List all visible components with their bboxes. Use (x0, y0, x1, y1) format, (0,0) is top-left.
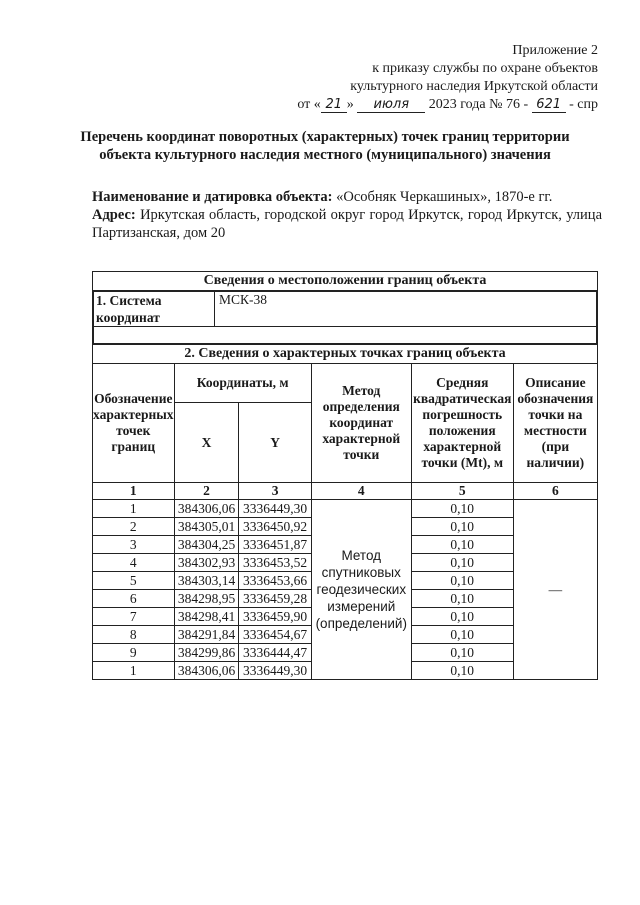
point-id: 1 (93, 500, 175, 518)
x-value: 384298,41 (174, 608, 239, 626)
accuracy-value: 0,10 (411, 536, 513, 554)
order-number: 621 (532, 98, 566, 113)
x-value: 384291,84 (174, 626, 239, 644)
accuracy-value: 0,10 (411, 500, 513, 518)
accuracy-value: 0,10 (411, 608, 513, 626)
object-info (92, 188, 602, 242)
header-description: Описание обозначения точки на местности (при наличии) (513, 364, 597, 483)
x-value: 384304,25 (174, 536, 239, 554)
column-number: 4 (311, 483, 411, 500)
point-id: 1 (93, 662, 175, 680)
y-value: 3336449,30 (239, 662, 311, 680)
appendix-date-line (268, 96, 598, 114)
date-year: 2023 года № 76 - (428, 97, 529, 112)
appendix-header (268, 42, 598, 114)
point-id: 3 (93, 536, 175, 554)
accuracy-value: 0,10 (411, 626, 513, 644)
x-value: 384303,14 (174, 572, 239, 590)
column-number: 2 (174, 483, 239, 500)
x-value: 384305,01 (174, 518, 239, 536)
accuracy-value: 0,10 (411, 662, 513, 680)
object-address-label: Адрес: (92, 207, 136, 223)
document-title: Перечень координат поворотных (характерных) точек границ территории объекта культурного наследия местного (муниципального) значения (80, 129, 570, 163)
date-day: 21 (321, 98, 347, 113)
y-value: 3336444,47 (239, 644, 311, 662)
table-row (93, 500, 598, 518)
column-number: 5 (411, 483, 513, 500)
y-value: 3336453,66 (239, 572, 311, 590)
object-name-line (92, 188, 602, 206)
header-method: Метод определения координат характерной точки (311, 364, 411, 483)
x-value: 384299,86 (174, 644, 239, 662)
y-value: 3336450,92 (239, 518, 311, 536)
accuracy-value: 0,10 (411, 590, 513, 608)
y-value: 3336459,28 (239, 590, 311, 608)
accuracy-value: 0,10 (411, 554, 513, 572)
coordinates-table (92, 271, 598, 680)
object-name-value: «Особняк Черкашиных», 1870-е гг. (336, 189, 553, 205)
accuracy-value: 0,10 (411, 644, 513, 662)
date-close: » (346, 97, 354, 112)
column-number: 6 (513, 483, 597, 500)
point-id: 6 (93, 590, 175, 608)
date-prefix: от « (297, 97, 321, 112)
y-value: 3336454,67 (239, 626, 311, 644)
point-id: 9 (93, 644, 175, 662)
system-label: 1. Система координат (94, 292, 215, 327)
appendix-line-1: Приложение 2 (512, 43, 598, 58)
point-id: 8 (93, 626, 175, 644)
y-value: 3336459,90 (239, 608, 311, 626)
x-value: 384302,93 (174, 554, 239, 572)
header-y: Y (239, 403, 311, 483)
header-designation: Обозначение характерных точек границ (93, 364, 175, 483)
x-value: 384298,95 (174, 590, 239, 608)
column-number: 1 (93, 483, 175, 500)
point-id: 4 (93, 554, 175, 572)
x-value: 384306,06 (174, 500, 239, 518)
accuracy-value: 0,10 (411, 518, 513, 536)
method-value: Метод спутниковых геодезических измерений (определений) (311, 500, 411, 680)
object-address-line (92, 206, 602, 242)
object-name-label: Наименование и датировка объекта: (92, 189, 333, 205)
accuracy-value: 0,10 (411, 572, 513, 590)
y-value: 3336449,30 (239, 500, 311, 518)
header-x: X (174, 403, 239, 483)
point-id: 2 (93, 518, 175, 536)
description-value: — (513, 500, 597, 680)
x-value: 384306,06 (174, 662, 239, 680)
object-address-value: Иркутская область, городской округ город Иркутск, город Иркутск, улица Партизанская, дом 20 (92, 207, 603, 241)
date-month: июля (357, 98, 425, 113)
point-id: 5 (93, 572, 175, 590)
appendix-line-2: к приказу службы по охране объектов (372, 61, 598, 76)
y-value: 3336453,52 (239, 554, 311, 572)
coordinate-system-block (93, 291, 597, 344)
section-2-title: 2. Сведения о характерных точках границ объекта (93, 345, 598, 364)
y-value: 3336451,87 (239, 536, 311, 554)
section-1-title: Сведения о местоположении границ объекта (93, 272, 598, 291)
point-id: 7 (93, 608, 175, 626)
header-coordinates: Координаты, м (174, 364, 311, 403)
system-value: МСК-38 (215, 292, 597, 327)
order-suffix: - спр (569, 97, 598, 112)
appendix-line-3: культурного наследия Иркутской области (350, 79, 598, 94)
header-accuracy: Средняя квадратическая погрешность положения характерной точки (Mt), м (411, 364, 513, 483)
column-number: 3 (239, 483, 311, 500)
